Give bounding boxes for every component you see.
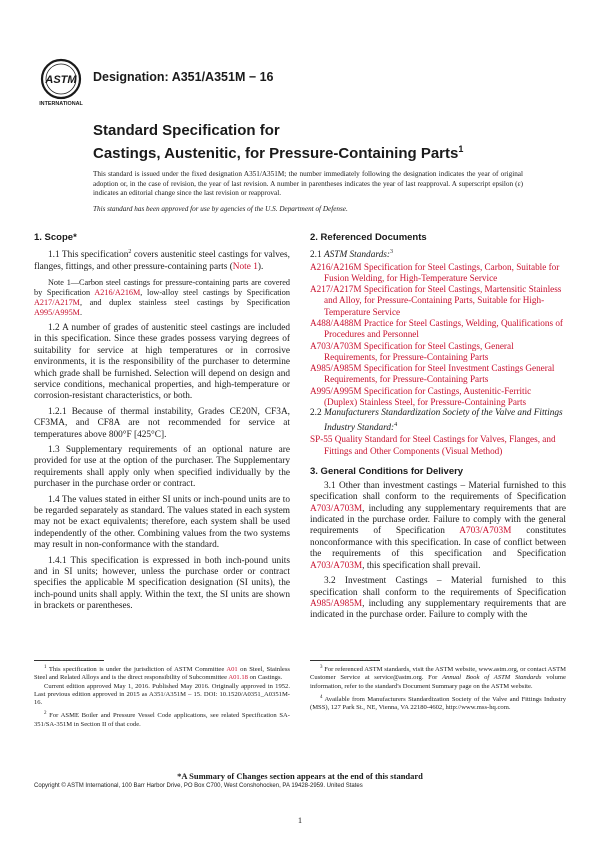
reference-item: A985/A985M Specification for Steel Investment Castings General Requirements, for Pressure-Containing Parts [310, 363, 555, 385]
reference-code-link[interactable]: A217/A217M [310, 284, 362, 295]
footnote-rule [34, 660, 104, 661]
issue-note: This standard is issued under the fixed designation A351/A351M; the number immediately following the designation indicates the year of original adoption or, in the case of revision, the year of last revision. A number in parentheses indicates the year of last reapproval. A superscript epsilon (ε) indicates an editorial change since the last revision or reapproval. [93, 170, 523, 197]
footnotes-right [310, 660, 566, 712]
scope-p6: 1.4.1 This specification is expressed in both inch-pound units and in SI units; however, unless the purchase order or contract specifies the applicable M specification designation (SI units), the inch-pound units shall apply. Within the text, the SI units are shown in brackets or parentheses. [34, 555, 290, 612]
summary-of-changes-note: *A Summary of Changes section appears at the end of this standard [177, 771, 423, 781]
scope-note-1: Note 1—Carbon steel castings for pressure-containing parts are covered by Specification A216/A216M, low-alloy steel castings by Specification A217/A217M, and duplex stainless steel castings by Specification A995/A995M. [34, 277, 290, 317]
a985-link[interactable]: A985/A985M [310, 598, 363, 609]
scope-p5: 1.4 The values stated in either SI units or inch-pound units are to be regarded separately as standard. The values stated in each system may not be exact equivalents; therefore, each system shall be used independently of the other. Combining values from the two systems may result in non-conformance with the standard. [34, 494, 290, 551]
reference-code-link[interactable]: A703/A703M [310, 340, 362, 351]
reference-item: A703/A703M Specification for Steel Castings, General Requirements, for Pressure-Containing Parts [310, 340, 514, 362]
a217-link[interactable]: A217/A217M [34, 297, 80, 307]
scope-p1: 1.1 This specification$^2$ covers austenitic steel castings for valves, flanges, fittings, and other pressure-containing parts (Note 1). [34, 249, 290, 272]
delivery-heading: 3. General Conditions for Delivery [310, 465, 464, 477]
scope-p3: 1.2.1 Because of thermal instability, Grades CE20N, CF3A, CF3MA, and CF8A are not recommended for service at temperatures above 800°F [425°C]. [34, 406, 290, 440]
page-number: 1 [297, 815, 303, 825]
right-column [310, 232, 566, 622]
astm-standards-subheading: 2.1 ASTM Standards:$^3$ [310, 249, 393, 261]
svg-text:INTERNATIONAL: INTERNATIONAL [39, 101, 83, 107]
astm-logo-icon [36, 57, 86, 107]
delivery-p1: 3.1 Other than investment castings – Material furnished to this specification shall conform to the requirements of Specification A703/A703M, including any supplementary requirements that are indicated in the purchase order. Failure to comply with the general requirements of Specification A703/A703M constitutes nonconformance with this specification. In case of conflict between the requirements of this specification and Specification A703/A703M, this specification shall prevail. [310, 480, 566, 571]
svg-text:ASTM: ASTM [45, 74, 77, 86]
standard-title [93, 122, 463, 163]
footnote-3: $^3$ For referenced ASTM standards, visit the ASTM website, www.astm.org, or contact ASTM Customer Service at service@astm.org. For Annual Book of ASTM Standards volume information, refer to the standard's Document Summary page on the ASTM website. [310, 665, 566, 690]
a01-18-link[interactable]: A01.18 [228, 674, 248, 682]
sp-55-link[interactable]: SP-55 [310, 434, 333, 445]
reference-item: A488/A488M Practice for Steel Castings, Welding, Qualifications of Procedures and Personnel [310, 317, 563, 340]
reference-code-link[interactable]: A995/A995M [310, 385, 362, 396]
delivery-p2: 3.2 Investment Castings – Material furnished to this specification shall conform to the requirements of Specification A985/A985M, including any supplementary requirements that are indicated in the purchase order. Failure to comply with the [310, 576, 566, 621]
astm-standards-list [310, 262, 566, 409]
title-line-1: Standard Specification for [93, 122, 280, 139]
a703-link-3[interactable]: A703/A703M [310, 560, 363, 571]
scope-heading: 1. Scope* [34, 232, 77, 243]
reference-item: A995/A995M Specification for Castings, Austenitic-Ferritic (Duplex) Stainless Steel, for Pressure-Containing Parts [310, 385, 532, 408]
scope-p2: 1.2 A number of grades of austenitic steel castings are included in this specification. Since these grades possess varying degrees of suitability for service at high temperatures or in corrosive environments, it is the responsibility of the purchaser to determine which grade shall be furnished. Selection will depend on design and service conditions, mechanical properties, and high-temperature or corrosion-resistant characteristics, or both. [34, 322, 290, 402]
a995-link[interactable]: A995/A995M [34, 307, 80, 317]
footnote-1: $^1$ This specification is under the jurisdiction of ASTM Committee A01 on Steel, Stainless Steel and Related Alloys and is the direct responsibility of Subcommittee A01.18 on Castings. [34, 665, 290, 682]
footnotes-left [34, 660, 290, 729]
reference-item-sp55: SP-55 Quality Standard for Steel Castings for Valves, Flanges, and Fittings and Other Components (Visual Method) [310, 434, 556, 456]
a01-link[interactable]: A01 [226, 666, 238, 674]
title-line-2: Castings, Austenitic, for Pressure-Containing Parts$^1$ [93, 144, 464, 162]
reference-code-link[interactable]: A985/A985M [310, 363, 362, 374]
a703-link-2[interactable]: A703/A703M [459, 526, 512, 537]
note-1-link[interactable]: Note 1 [232, 261, 258, 272]
reference-code-link[interactable]: A488/A488M [310, 317, 362, 328]
reference-code-link[interactable]: A216/A216M [310, 261, 362, 272]
title-footnote-mark: 1 [458, 144, 464, 154]
footnote-rule [310, 660, 380, 661]
reference-item: A216/A216M Specification for Steel Castings, Carbon, Suitable for Fusion Welding, for High-Temperature Service [310, 261, 560, 283]
reference-item: A217/A217M Specification for Steel Castings, Martensitic Stainless and Alloy, for Pressure-Containing Parts, Suitable for High-Temperature Service [310, 284, 562, 317]
a216-link[interactable]: A216/A216M [94, 287, 141, 297]
mss-subheading: 2.2 Manufacturers Standardization Society of the Valve and Fittings Industry Standard:$^4$ [310, 408, 563, 433]
left-column [34, 232, 290, 613]
copyright-line: Copyright © ASTM International, 100 Barr Harbor Drive, PO Box C700, West Conshohocken, PA 19428-2959. United States [34, 783, 363, 789]
a703-link-1[interactable]: A703/A703M [310, 503, 363, 514]
footnote-2: $^2$ For ASME Boiler and Pressure Vessel Code applications, see related Specification SA-351/SA-351M in Section II of that code. [34, 711, 290, 728]
approval-note: This standard has been approved for use by agencies of the U.S. Department of Defense. [93, 205, 348, 213]
scope-p4: 1.3 Supplementary requirements of an optional nature are provided for use at the option of the purchaser. The Supplementary requirements shall apply only when specified individually by the purchaser in the purchase order or contract. [34, 444, 290, 490]
footnote-1-edition: Current edition approved May 1, 2016. Published May 2016. Originally approved in 1952. Last previous edition approved in 2015 as A351/A351M – 15. DOI: 10.1520/A0351_A0351M-16. [34, 682, 290, 706]
references-heading: 2. Referenced Documents [310, 232, 427, 243]
footnote-4: $^4$ Available from Manufacturers Standardization Society of the Valve and Fittings Industry (MSS), 127 Park St., NE, Vienna, VA 22180-4602, http://www.mss-hq.com. [310, 694, 566, 712]
designation: Designation: A351/A351M − 16 [93, 70, 274, 84]
